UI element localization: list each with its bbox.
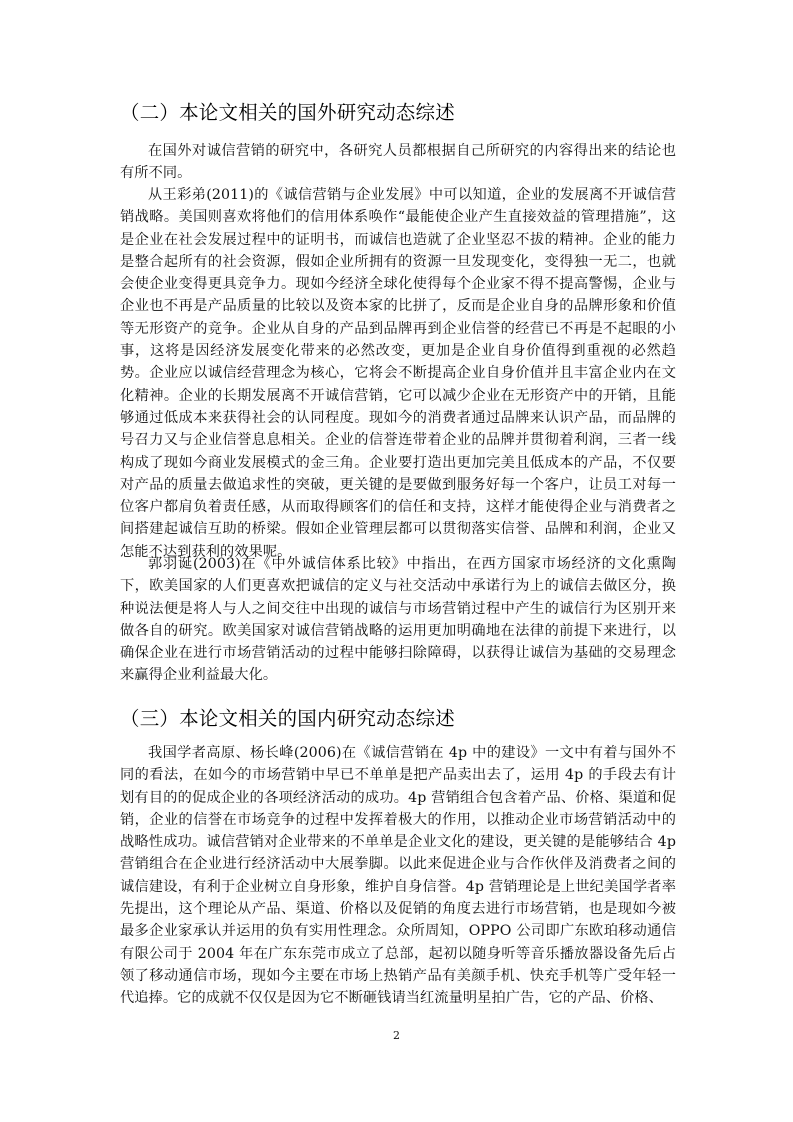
paragraph-foreign-intro: 在国外对诚信营销的研究中，各研究人员都根据自己所研究的内容得出来的结论也有所不同。 [120, 143, 676, 182]
paragraph-wang-caidi: 从王彩弟(2011)的《诚信营销与企业发展》中可以知道，企业的发展离不开诚信营销战略。美国则喜欢将他们的信用体系唤作“最能使企业产生直接效益的管理措施”，这是企业在社会发展过程中的证明书，而诚信也造就了企业坚忍不拔的精神。企业的能力是整合起所有的社会资源，假如企业所拥有的资源一旦发现变化，变得独一无二，也就会使企业变得更具竞争力。现如今经济全球化使得每个企业家不得不提高警惕，企业与企业也不再是产品质量的比较以及资本家的比拼了，反而是企业自身的品牌形象和价值等无形资产的竞争。企业从自身的产品到品牌再到企业信誉的经营已不再是不起眼的小事，这将是因经济发展变化带来的必然改变，更加是企业自身价值得到重视的必然趋势。企业应以诚信经营理念为核心，它将会不断提高企业自身价值并且丰富企业内在文化精神。企业的长期发展离不开诚信营销，它可以减少企业在无形资产中的开销，且能够通过低成本来获得社会的认同程度。现如今的消费者通过品牌来认识产品，而品牌的号召力又与企业信誉息息相关。企业的信誉连带着企业的品牌并贯彻着利润，三者一线构成了现如今商业发展模式的金三角。企业要打造出更加完美且低成本的产品，不仅要对产品的质量去做追求性的突破，更关键的是要做到服务好每一个客户，让员工对每一位客户都肩负着责任感，从而取得顾客们的信任和支持，这样才能使得企业与消费者之间搭建起诚信互助的桥梁。假如企业管理层都可以贯彻落实信誉、品牌和利润，企业又怎能不达到获利的效果呢。 [120, 187, 676, 560]
paragraph-guo-yudan: 郭羽诞(2003)在《中外诚信体系比较》中指出，在西方国家市场经济的文化熏陶下，欧美国家的人们更喜欢把诚信的定义与社交活动中承诺行为上的诚信去做区分，换种说法便是将人与人之间交往中出现的诚信与市场营销过程中产生的诚信行为区别开来做各自的研究。欧美国家对诚信营销战略的运用更加明确地在法律的前提下来进行，以确保企业在进行市场营销活动的过程中能够扫除障碍，以获得让诚信为基础的交易理念来赢得企业利益最大化。 [120, 556, 676, 684]
section-heading-domestic-research: （三）本论文相关的国内研究动态综述 [120, 707, 455, 730]
paragraph-gao-yuan-yang-changfeng: 我国学者高原、杨长峰(2006)在《诚信营销在 4p 中的建设》一文中有着与国外不同的看法，在如今的市场营销中早已不单单是把产品卖出去了，运用 4p 的手段去有计划有目的的促成企业的各项经济活动的成功。4p 营销组合包含着产品、价格、渠道和促销，企业的信誉在市场竞争的过程中发挥着极大的作用，以推动企业市场营销活动中的战略性成功。诚信营销对企业带来的不单单是企业文化的建设，更关键的是能够结合 4p 营销组合在企业进行经济活动中大展拳脚。以此来促进企业与合作伙伴及消费者之间的诚信建设，有利于企业树立自身形象，维护自身信誉。4p 营销理论是上世纪美国学者率先提出，这个理论从产品、渠道、价格以及促销的角度去进行市场营销，也是现如今被最多企业家承认并运用的负有实用性理念。众所周知，OPPO 公司即广东欧珀移动通信有限公司于 2004 年在广东东莞市成立了总部，起初以随身听等音乐播放器设备先后占领了移动通信市场，现如今主要在市场上热销产品有美颜手机、快充手机等广受年轻一代追捧。它的成就不仅仅是因为它不断砸钱请当红流量明星拍广告，它的产品、价格、 [120, 745, 676, 1007]
page-number: 2 [393, 1029, 400, 1042]
section-heading-foreign-research: （二）本论文相关的国外研究动态综述 [120, 101, 455, 124]
